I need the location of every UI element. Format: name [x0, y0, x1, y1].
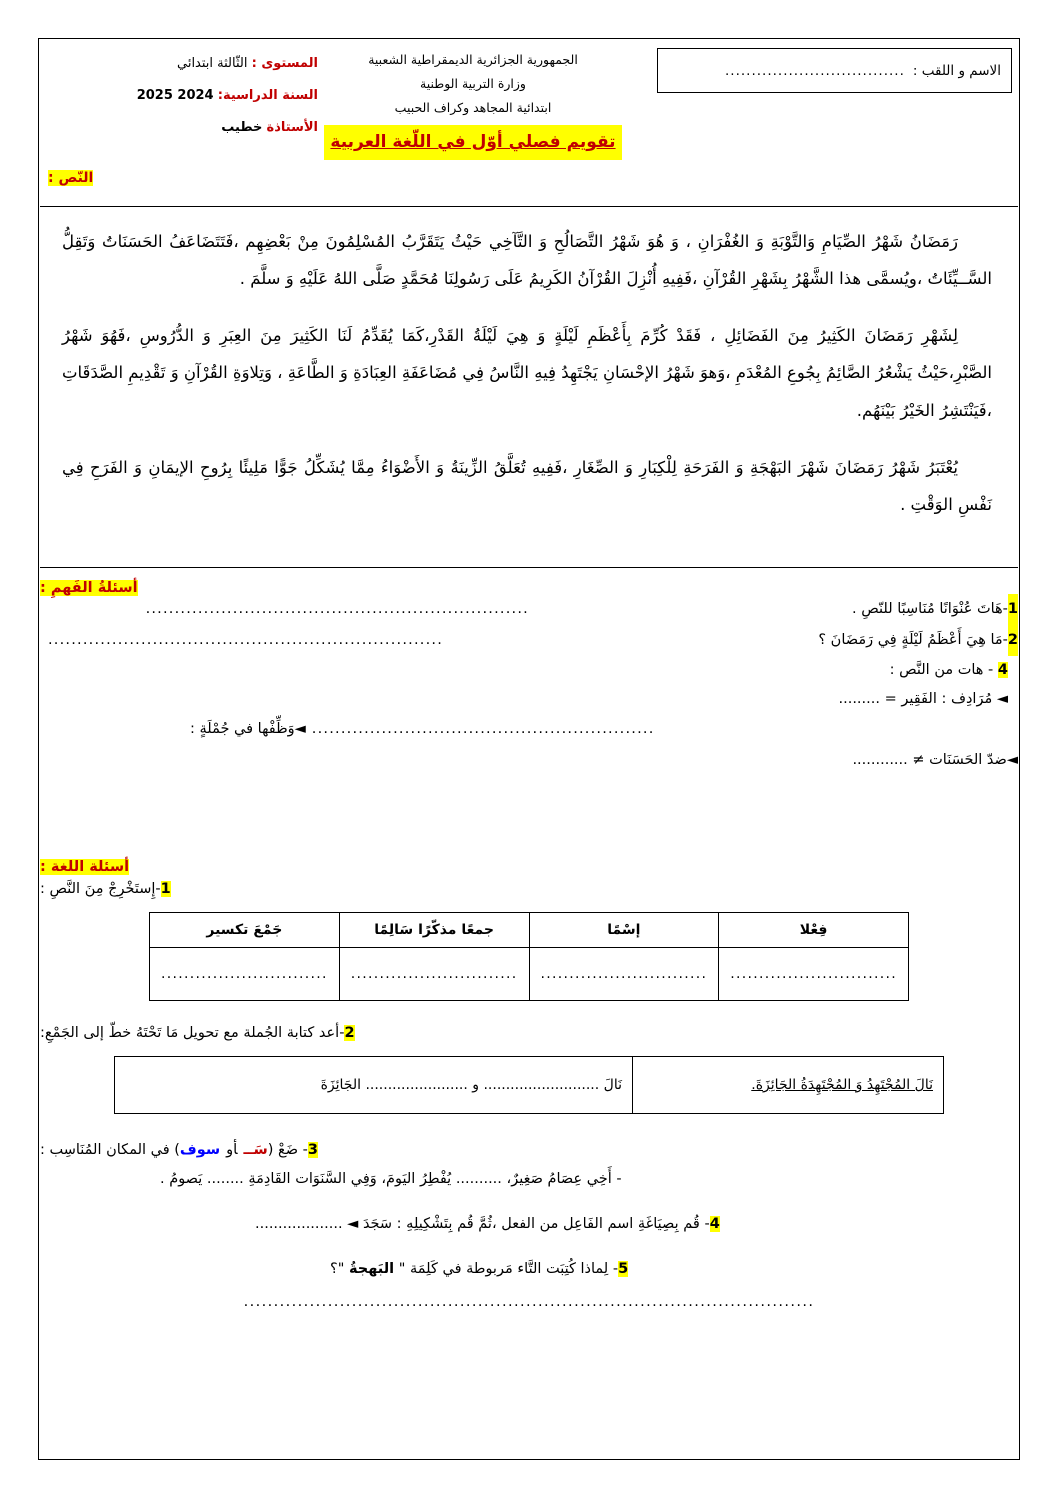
- lang-q1-number: 1: [160, 881, 171, 897]
- document-header: [40, 40, 1018, 185]
- lang-q3-post: ) في المكان المُنَاسِب :: [40, 1142, 180, 1158]
- cell-verb-blank[interactable]: .............................: [719, 948, 909, 1001]
- passage-paragraph-3: يُعْتَبَرُ شَهْرُ رَمَضَانَ شَهْرَ البَهْجَةِ وَ الفَرَحَةِ لِلْكِبَارِ وَ الصِّغَارِ ،فَفِيهِ تُعَلَّقُ الزِّينَةُ وَ الأَضْوَاءُ مِمَّا يُشَكِّلُ جَوًّا مَلِيئًا بِرُوحِ الإيمَانِ وَ الفَرَحِ فِي نَفْسِ الوَقْتِ .: [62, 457, 992, 514]
- comprehension-section: [40, 580, 1018, 775]
- col-header-verb: فِعْلا: [719, 913, 909, 948]
- language-section: [40, 856, 1018, 1310]
- cell-noun-blank[interactable]: .............................: [529, 948, 719, 1001]
- level-label: المستوى :: [251, 56, 318, 71]
- lang-q3-number: 3: [307, 1142, 318, 1158]
- word-albahja: البَهجةُ: [348, 1261, 395, 1277]
- answer-blank-2[interactable]: .......................: [365, 1077, 468, 1093]
- original-sentence-cell: [633, 1057, 944, 1114]
- language-question-1: [40, 875, 1018, 904]
- country-line-1: الجمهورية الجزائرية الديمقراطية الشعبية: [368, 52, 578, 67]
- lang-q2-number: 2: [344, 1025, 355, 1041]
- lang-q3-or: أو: [226, 1142, 238, 1158]
- lang-q5-answer-blank[interactable]: ...............................................................................................: [243, 1294, 815, 1310]
- ministry-line: وزارة التربية الوطنية: [420, 75, 526, 91]
- table-row: [150, 948, 909, 1001]
- answer-blank-1[interactable]: ..........................: [483, 1077, 600, 1093]
- lang-q5-number: 5: [618, 1261, 629, 1277]
- original-sentence-text: نَالَ المُجْتَهِدُ وَ المُجْتَهِدَةُ الجَائِزَةَ.: [751, 1077, 933, 1093]
- q1-number: 1: [1008, 594, 1018, 625]
- q4-synonym-item[interactable]: ◄ مُرَادِف : الفَقِير = .........: [838, 691, 1008, 708]
- cell-broken-plural-blank[interactable]: .............................: [150, 948, 340, 1001]
- answer-verb: نَالَ: [603, 1077, 622, 1093]
- lang-q1-text: -إِستَخْرِجْ مِنَ النَّصِ :: [40, 881, 161, 897]
- language-question-4: [40, 1210, 1018, 1239]
- text-section-label: النّص :: [48, 170, 94, 186]
- lang-q5-text-b: "؟: [330, 1261, 349, 1277]
- col-header-sound-masc-plural: جمعًا مذكّرًا سَالِمًا: [339, 913, 529, 948]
- exam-title: تقويم فصلي أوّل في اللّغة العربية: [324, 125, 621, 159]
- institution-block: [308, 48, 638, 160]
- comprehension-title: أسئلةُ الفَهمِ :: [40, 580, 138, 596]
- teacher-value: خطيب: [221, 119, 263, 135]
- particle-sa: سَــ: [243, 1142, 268, 1158]
- q1-text: -هَاتَ عُنْوَانًا مُنَاسِبًا للنّصِ .: [852, 601, 1008, 617]
- answer-object: الجَائِزَةَ: [320, 1077, 361, 1093]
- q4-number: 4: [997, 662, 1008, 679]
- school-year-label: السنة الدراسية:: [217, 87, 318, 103]
- answer-sentence-cell[interactable]: [115, 1057, 633, 1114]
- q4-sentence-item: [40, 714, 1018, 745]
- q2-text: -مَا هِيَ أَعْظَمُ لَيْلَةٍ فِي رَمَضَانَ ؟: [818, 632, 1008, 649]
- answer-conjunction: و: [472, 1077, 480, 1093]
- passage-paragraph-1: رَمَضَانُ شَهْرُ الصِّيَامِ وَالتَّوْبَةِ وَ الغُفْرَانِ ، وَ هُوَ شَهْرُ التَّصَالُحِ وَ التَّآخِي حَيْثُ يَتَقَرَّبُ المُسْلِمُونَ مِنْ بَعْضِهِم ،فَتَتَضَاعَفُ الحَسَنَاتُ وَتَقِلُّ السَّــيِّئَاتُ ،ويُسمَّى هذا الشَّهْرُ بِشَهْرِ القُرْآنِ ،فَفِيهِ أُنْزِلَ القُرْآنُ الكَرِيمُ عَلَى رَسُولِنَا مُحَمَّدٍ صَلَّى اللهُ عَلَيْهِ وَ سلَّمَ .: [62, 232, 992, 289]
- teacher-label: الأستاذة: [266, 119, 318, 135]
- school-line: ابتدائية المجاهد وكراف الحبيب: [394, 99, 552, 115]
- lang-q3-pre: - ضَعْ (: [267, 1142, 308, 1158]
- q4-sentence-blank[interactable]: ...........................................................: [311, 721, 655, 738]
- q1-answer-blank[interactable]: ..................................................................: [145, 601, 529, 617]
- school-year-value: 2024 2025: [136, 87, 214, 103]
- lang-q3-sentence[interactable]: - أَخِي عِصَامُ صَغِيرٌ، .......... يُفْطِرُ اليَومَ، وَفِي السَّنَوَات القَادِمَةِ ........ يَصومُ .: [160, 1171, 622, 1187]
- lang-q4-number: 4: [709, 1216, 720, 1232]
- col-header-broken-plural: جَمْعَ تكسير: [150, 913, 340, 948]
- language-title: أسئلة اللغة :: [40, 859, 130, 875]
- q4-sentence-label: ◄وَظِّفْها في جُمْلَةٍ :: [190, 721, 306, 738]
- comprehension-question-2: [40, 625, 1018, 656]
- lang-q5-text-a: - لِماذا كُتِبَت التَّاء مَربوطة في كَلِمَة ": [394, 1261, 619, 1277]
- table-row: [115, 1057, 944, 1114]
- passage-paragraph-2: لِشَهْرِ رَمَضَانَ الكَثِيرُ مِنَ الفَضَائِلِ ، فَقَدْ كُرِّمَ بِأَعْظَمِ لَيْلَةٍ وَ هِيَ لَيْلَةُ القَدْرِ،كَمَا يُقَدِّمُ لَنَا الكَثِيرَ مِنَ العِبَرِ وَ الدُّرُوسِ ،فَهُوَ شَهْرُ الصَّبْرِ،حَيْثُ يَشْعُرُ الصَّائِمُ بِجُوعِ المُعْدَمِ ،وَهوَ شَهْرُ الإحْسَانِ يَجْتَهِدُ فِيهِ النَّاسُ فِي مُضَاعَفَةِ العِبَادَةِ وَ الطَّاعَةِ ، وَتِلاوَةِ القُرْآنِ وَ تَقْدِيمِ الصَّدَقَاتِ ،فَيَنْتَشِرُ الخَيْرُ بَيْنَهُم.: [62, 326, 992, 420]
- extraction-table: [149, 912, 909, 1001]
- student-name-blank[interactable]: ..................................: [724, 62, 905, 79]
- lang-q2-text: -أعد كتابة الجُملة مع تحويل مَا تَحْتَهُ خطّ إلى الجَمْعِ:: [40, 1025, 345, 1041]
- transform-table: [114, 1056, 944, 1114]
- q4-antonym-item[interactable]: ◄ضدّ الحَسَنَات ≠ ............: [852, 751, 1018, 768]
- language-question-2: [40, 1019, 1018, 1048]
- comprehension-question-1: [138, 594, 1018, 625]
- particle-sawfa: سوف: [179, 1142, 221, 1158]
- lang-q4-text[interactable]: - قُم بِصِيَاغَةِ اسم الفَاعِل من الفعل ،ثُمَّ قُم بِتَشْكِيلِهِ : سَجَدَ ◄ ...................: [255, 1216, 710, 1232]
- q2-number: 2: [1008, 625, 1018, 656]
- exam-meta: [48, 48, 318, 144]
- comprehension-question-4: [40, 656, 1018, 685]
- language-question-3: [40, 1136, 1018, 1165]
- col-header-noun: إسْمًا: [529, 913, 719, 948]
- cell-sound-plural-blank[interactable]: .............................: [339, 948, 529, 1001]
- reading-passage: [40, 206, 1018, 568]
- level-value: الثّالثة ابتدائي: [176, 56, 248, 71]
- table-header-row: [150, 913, 909, 948]
- student-name-box: [657, 48, 1012, 93]
- q2-answer-blank[interactable]: ....................................................................: [48, 632, 444, 649]
- student-name-label: الاسم و اللقب :: [912, 62, 1001, 79]
- language-question-5: [40, 1255, 1018, 1284]
- q4-text: - هات من النَّص :: [889, 662, 994, 679]
